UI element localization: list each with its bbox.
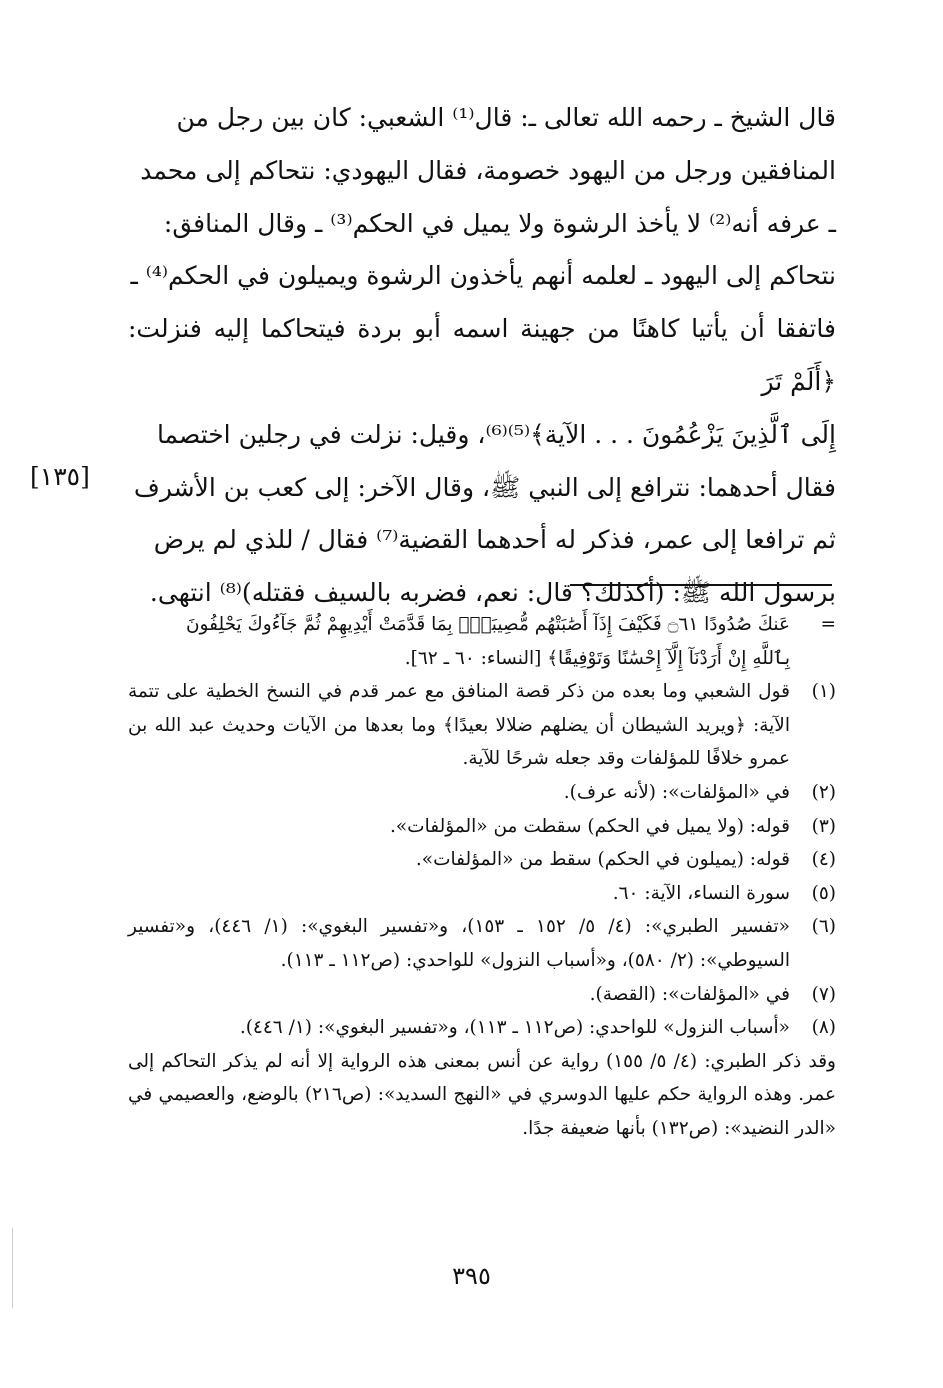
footnote-number: (٨) bbox=[811, 1017, 836, 1039]
footnote-number: (١) bbox=[811, 681, 836, 703]
main-text-line: ـ عرفه أنه⁽²⁾ لا يأخذ الرشوة ولا يميل في الحكم⁽³⁾ ـ وقال المنافق: bbox=[163, 208, 836, 238]
continuation-line: عَنكَ صُدُودًا ۝٦١ فَكَيْفَ إِذَآ أَصَٰبَتْهُم مُّصِيبَةٌۢ بِمَا قَدَّمَتْ أَيْدِيهِمْ ثُمَّ جَآءُوكَ يَحْلِفُونَ bbox=[185, 614, 790, 635]
footnote-separator bbox=[570, 584, 832, 586]
manuscript-page-reference: [١٣٥] bbox=[30, 462, 90, 491]
continuation-text bbox=[128, 608, 790, 675]
footnote-item bbox=[128, 675, 836, 776]
footnote-trailing-paragraph: وقد ذكر الطبري: (٤/ ٥/ ١٥٥) رواية عن أنس بمعنى هذه الرواية إلا أنه لم يذكر التحاكم إلى عمر. وهذه الرواية حكم عليها الدوسري في «النهج السديد»: (ص٢١٦) بالوضع، والعصيمي في «الدر النضيد»: (ص١٣٢) بأنها ضعيفة جدًا. bbox=[128, 1050, 836, 1139]
footnote-number: (٢) bbox=[811, 781, 836, 803]
footnote-text: قوله: (ولا يميل في الحكم) سقطت من «المؤلفات». bbox=[389, 815, 790, 837]
footnote-item bbox=[128, 877, 836, 911]
footnote-text: في «المؤلفات»: (لأنه عرف). bbox=[563, 781, 790, 803]
footnote-number: (٦) bbox=[811, 916, 836, 938]
footnote-number: (٣) bbox=[811, 815, 836, 837]
footnote-item bbox=[128, 810, 836, 844]
main-text-body bbox=[128, 92, 836, 620]
page-number: ٣٩٥ bbox=[452, 1262, 491, 1290]
footnote-item bbox=[128, 910, 836, 977]
footnote-text: قول الشعبي وما بعده من ذكر قصة المنافق مع عمر قدم في النسخ الخطية على تتمة الآية: ﴿ويريد الشيطان أن يضلهم ضلالا بعيدًا﴾ وما بعدها من الآيات وحديث عبد الله بن عمرو خلافًا للمؤلفات وقد جعله شرحًا للآية. bbox=[128, 681, 790, 770]
main-text-line: فاتفقا أن يأتيا كاهنًا من جهينة اسمه أبو بردة فيتحاكما إليه فنزلت: ﴿أَلَمْ تَرَ bbox=[128, 314, 836, 396]
footnote-text: «تفسير الطبري»: (٤/ ٥/ ١٥٢ ـ ١٥٣)، و«تفسير البغوي»: (١/ ٤٤٦)، و«تفسير السيوطي»: (٢/ ٥٨٠)، و«أسباب النزول» للواحدي: (ص١١٢ ـ ١١٣). bbox=[128, 916, 790, 971]
footnote-number: (٥) bbox=[811, 882, 836, 904]
footnote-item bbox=[128, 978, 836, 1012]
footnote-item bbox=[128, 843, 836, 877]
footnote-text: «أسباب النزول» للواحدي: (ص١١٢ ـ ١١٣)، و«تفسير البغوي»: (١/ ٤٤٦). bbox=[239, 1017, 790, 1039]
footnote-item bbox=[128, 1011, 836, 1045]
main-text-line: إِلَى ٱلَّذِينَ يَزْعُمُونَ . . . الآية﴾⁽⁵⁾⁽⁶⁾، وقيل: نزلت في رجلين اختصما bbox=[156, 419, 836, 449]
main-text-line: قال الشيخ ـ رحمه الله تعالى ـ: قال⁽¹⁾ الشعبي: كان بين رجل من bbox=[176, 103, 836, 132]
main-text-line: فقال أحدهما: نترافع إلى النبي ﷺ، وقال الآخر: إلى كعب بن الأشرف bbox=[133, 472, 836, 502]
footnote-text: سورة النساء، الآية: ٦٠. bbox=[612, 882, 790, 904]
footnote-continuation bbox=[128, 608, 836, 675]
footnote-text: قوله: (يميلون في الحكم) سقط من «المؤلفات». bbox=[415, 849, 790, 871]
continuation-marker: = bbox=[820, 614, 836, 635]
footnote-text: في «المؤلفات»: (القصة). bbox=[589, 983, 790, 1005]
main-text-line: المنافقين ورجل من اليهود خصومة، فقال اليهودي: نتحاكم إلى محمد bbox=[140, 155, 836, 185]
footnote-number: (٤) bbox=[811, 849, 836, 871]
continuation-line: بِٱللَّهِ إِنْ أَرَدْنَآ إِلَّآ إِحْسَٰنًا وَتَوْفِيقًا﴾ [النساء: ٦٠ ـ ٦٢]. bbox=[404, 647, 790, 669]
main-text-line: نتحاكم إلى اليهود ـ لعلمه أنهم يأخذون الرشوة ويميلون في الحكم⁽⁴⁾ ـ bbox=[130, 261, 836, 291]
footnotes-section bbox=[128, 608, 836, 1146]
main-text-line: ثم ترافعا إلى عمر، فذكر له أحدهما القضية⁽⁷⁾ فقال / للذي لم يرض bbox=[153, 525, 836, 555]
footnote-item bbox=[128, 776, 836, 810]
scan-edge-line bbox=[12, 1228, 13, 1308]
main-text-line: برسول الله ﷺ: (أكذلك؟ قال: نعم، فضربه بالسيف فقتله)⁽⁸⁾ انتهى. bbox=[149, 578, 836, 608]
footnote-number: (٧) bbox=[811, 983, 836, 1005]
